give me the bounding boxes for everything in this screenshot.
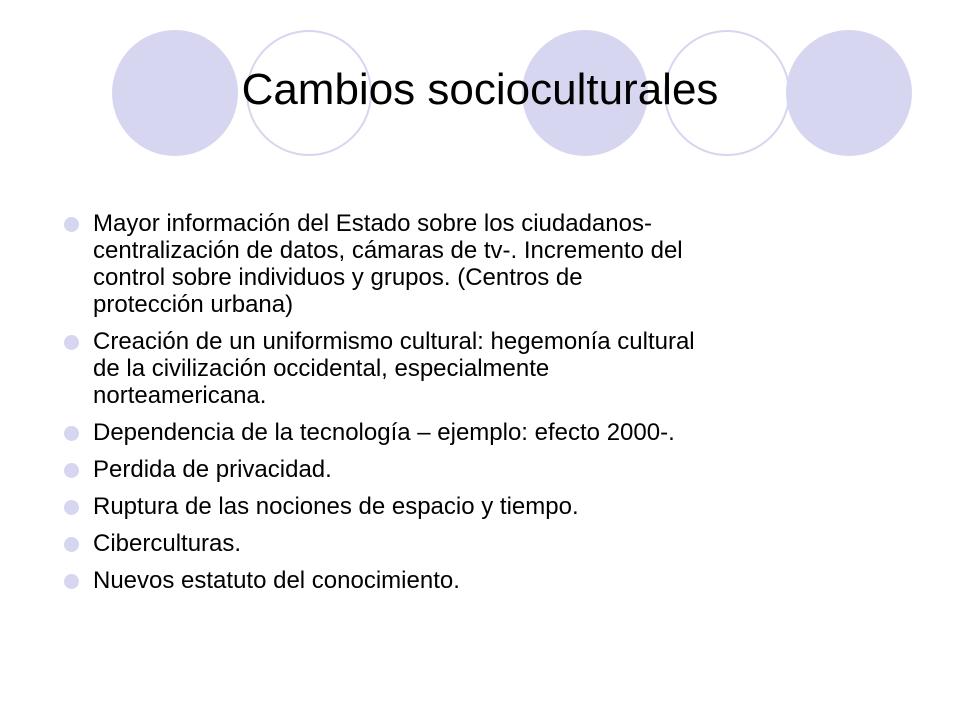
bullet-line: Perdida de privacidad. xyxy=(93,456,332,483)
bullet-line: protección urbana) xyxy=(93,291,294,318)
bullet-item xyxy=(64,456,904,483)
bullet-item xyxy=(64,530,904,557)
bullet-line: de la civilización occidental, especialmente xyxy=(93,355,550,382)
bullet-icon xyxy=(64,574,79,589)
bullet-item xyxy=(64,210,904,318)
bullet-line: Ciberculturas. xyxy=(93,530,242,557)
bullet-line: norteamericana. xyxy=(93,382,267,409)
bullet-line: Dependencia de la tecnología – ejemplo: efecto 2000-. xyxy=(93,419,675,446)
bullet-line: Ruptura de las nociones de espacio y tiempo. xyxy=(93,493,579,520)
bullet-line: centralización de datos, cámaras de tv-. Incremento del xyxy=(93,237,683,264)
bullet-line: Mayor información del Estado sobre los ciudadanos- xyxy=(93,210,652,237)
bullet-icon xyxy=(64,537,79,552)
bullet-item xyxy=(64,567,904,594)
bullet-item xyxy=(64,328,904,409)
bullet-item xyxy=(64,419,904,446)
bullet-icon xyxy=(64,217,79,232)
bullet-line: Nuevos estatuto del conocimiento. xyxy=(93,567,460,594)
bullet-line: Creación de un uniformismo cultural: hegemonía cultural xyxy=(93,328,695,355)
bullet-line: control sobre individuos y grupos. (Centros de xyxy=(93,264,583,291)
bullet-item xyxy=(64,493,904,520)
slide-title: Cambios socioculturales xyxy=(241,65,719,114)
bullet-icon xyxy=(64,335,79,350)
bullet-list xyxy=(64,210,904,594)
bullet-icon xyxy=(64,500,79,515)
bullet-icon xyxy=(64,463,79,478)
bullet-icon xyxy=(64,426,79,441)
